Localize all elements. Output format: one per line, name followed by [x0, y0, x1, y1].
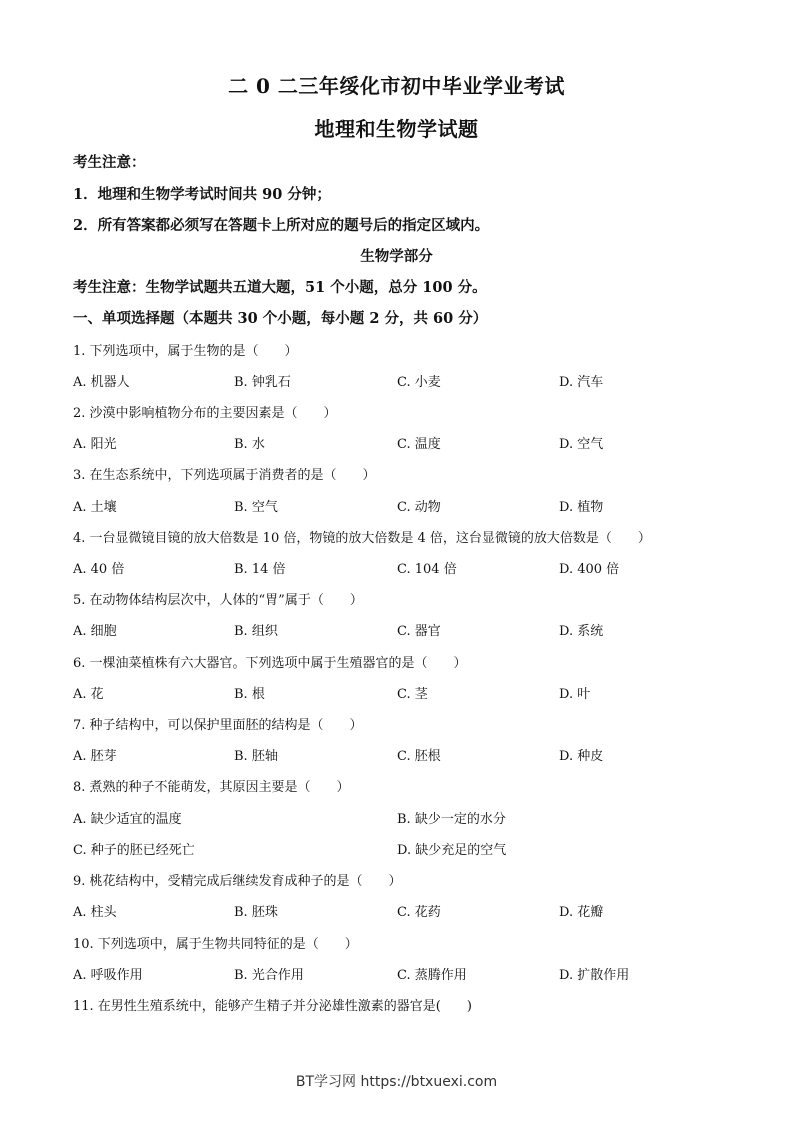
- option-a: A. 柱头: [73, 905, 117, 920]
- option-d: D. 汽车: [559, 375, 604, 390]
- notice-heading: 考生注意：: [73, 154, 146, 171]
- option-a: A. 土壤: [73, 500, 117, 515]
- option-b: B. 钟乳石: [234, 375, 291, 390]
- part-one-heading: 一、单项选择题（本题共 30 个小题，每小题 2 分，共 60 分）: [73, 310, 488, 327]
- option-a: A. 呼吸作用: [73, 968, 143, 983]
- option-c: C. 种子的胚已经死亡: [73, 843, 195, 858]
- option-b: B. 水: [234, 437, 265, 452]
- option-b: B. 胚轴: [234, 749, 278, 764]
- option-c: C. 104 倍: [397, 562, 457, 577]
- exam-subtitle: 地理和生物学试题: [314, 117, 479, 141]
- option-d: D. 种皮: [559, 749, 604, 764]
- option-a: A. 细胞: [73, 624, 117, 639]
- option-a: A. 机器人: [73, 375, 130, 390]
- option-b: B. 根: [234, 687, 265, 702]
- question-4: 4. 一台显微镜目镜的放大倍数是 10 倍，物镜的放大倍数是 4 倍，这台显微镜的放大倍数是（ ）: [73, 531, 651, 546]
- option-d: D. 扩散作用: [559, 968, 630, 983]
- option-d: D. 花瓣: [559, 905, 604, 920]
- option-c: C. 小麦: [397, 375, 441, 390]
- notice-item-1: 1．地理和生物学考试时间共 90 分钟；: [73, 186, 331, 203]
- option-d: D. 系统: [559, 624, 604, 639]
- question-8: 8. 煮熟的种子不能萌发，其原因主要是（ ）: [73, 780, 350, 795]
- option-c: C. 茎: [397, 687, 428, 702]
- footer-watermark: BT学习网 https://btxuexi.com: [295, 1074, 498, 1090]
- option-b: B. 14 倍: [234, 562, 286, 577]
- question-7: 7. 种子结构中，可以保护里面胚的结构是（ ）: [73, 718, 363, 733]
- section-title: 生物学部分: [360, 248, 433, 265]
- option-b: B. 空气: [234, 500, 278, 515]
- option-a: A. 40 倍: [73, 562, 125, 577]
- exam-title: 二 0 二三年绥化市初中毕业学业考试: [228, 74, 565, 98]
- notice-item-2: 2．所有答案都必须写在答题卡上所对应的题号后的指定区域内。: [73, 217, 490, 234]
- option-c: C. 动物: [397, 500, 441, 515]
- question-5: 5. 在动物体结构层次中，人体的“胃”属于（ ）: [73, 593, 363, 608]
- option-c: C. 胚根: [397, 749, 441, 764]
- option-b: B. 胚珠: [234, 905, 278, 920]
- option-b: B. 光合作用: [234, 968, 304, 983]
- question-1: 1. 下列选项中，属于生物的是（ ）: [73, 344, 298, 359]
- option-a: A. 胚芽: [73, 749, 117, 764]
- question-2: 2. 沙漠中影响植物分布的主要因素是（ ）: [73, 406, 337, 421]
- option-d: D. 缺少充足的空气: [397, 843, 507, 858]
- option-b: B. 缺少一定的水分: [397, 812, 506, 827]
- option-d: D. 空气: [559, 437, 604, 452]
- question-10: 10. 下列选项中，属于生物共同特征的是（ ）: [73, 937, 358, 952]
- question-6: 6. 一棵油菜植株有六大器官。下列选项中属于生殖器官的是（ ）: [73, 656, 467, 671]
- section-notice: 考生注意：生物学试题共五道大题，51 个小题，总分 100 分。: [73, 279, 487, 296]
- option-c: C. 温度: [397, 437, 441, 452]
- option-d: D. 叶: [559, 687, 591, 702]
- option-a: A. 花: [73, 687, 104, 702]
- question-3: 3. 在生态系统中，下列选项属于消费者的是（ ）: [73, 468, 376, 483]
- option-d: D. 400 倍: [559, 562, 620, 577]
- question-11: 11. 在男性生殖系统中，能够产生精子并分泌雄性激素的器官是( ): [73, 999, 472, 1014]
- option-d: D. 植物: [559, 500, 604, 515]
- option-c: C. 花药: [397, 905, 441, 920]
- option-a: A. 阳光: [73, 437, 117, 452]
- option-b: B. 组织: [234, 624, 278, 639]
- option-c: C. 器官: [397, 624, 441, 639]
- option-a: A. 缺少适宜的温度: [73, 812, 182, 827]
- question-9: 9. 桃花结构中，受精完成后继续发育成种子的是（ ）: [73, 874, 402, 889]
- option-c: C. 蒸腾作用: [397, 968, 467, 983]
